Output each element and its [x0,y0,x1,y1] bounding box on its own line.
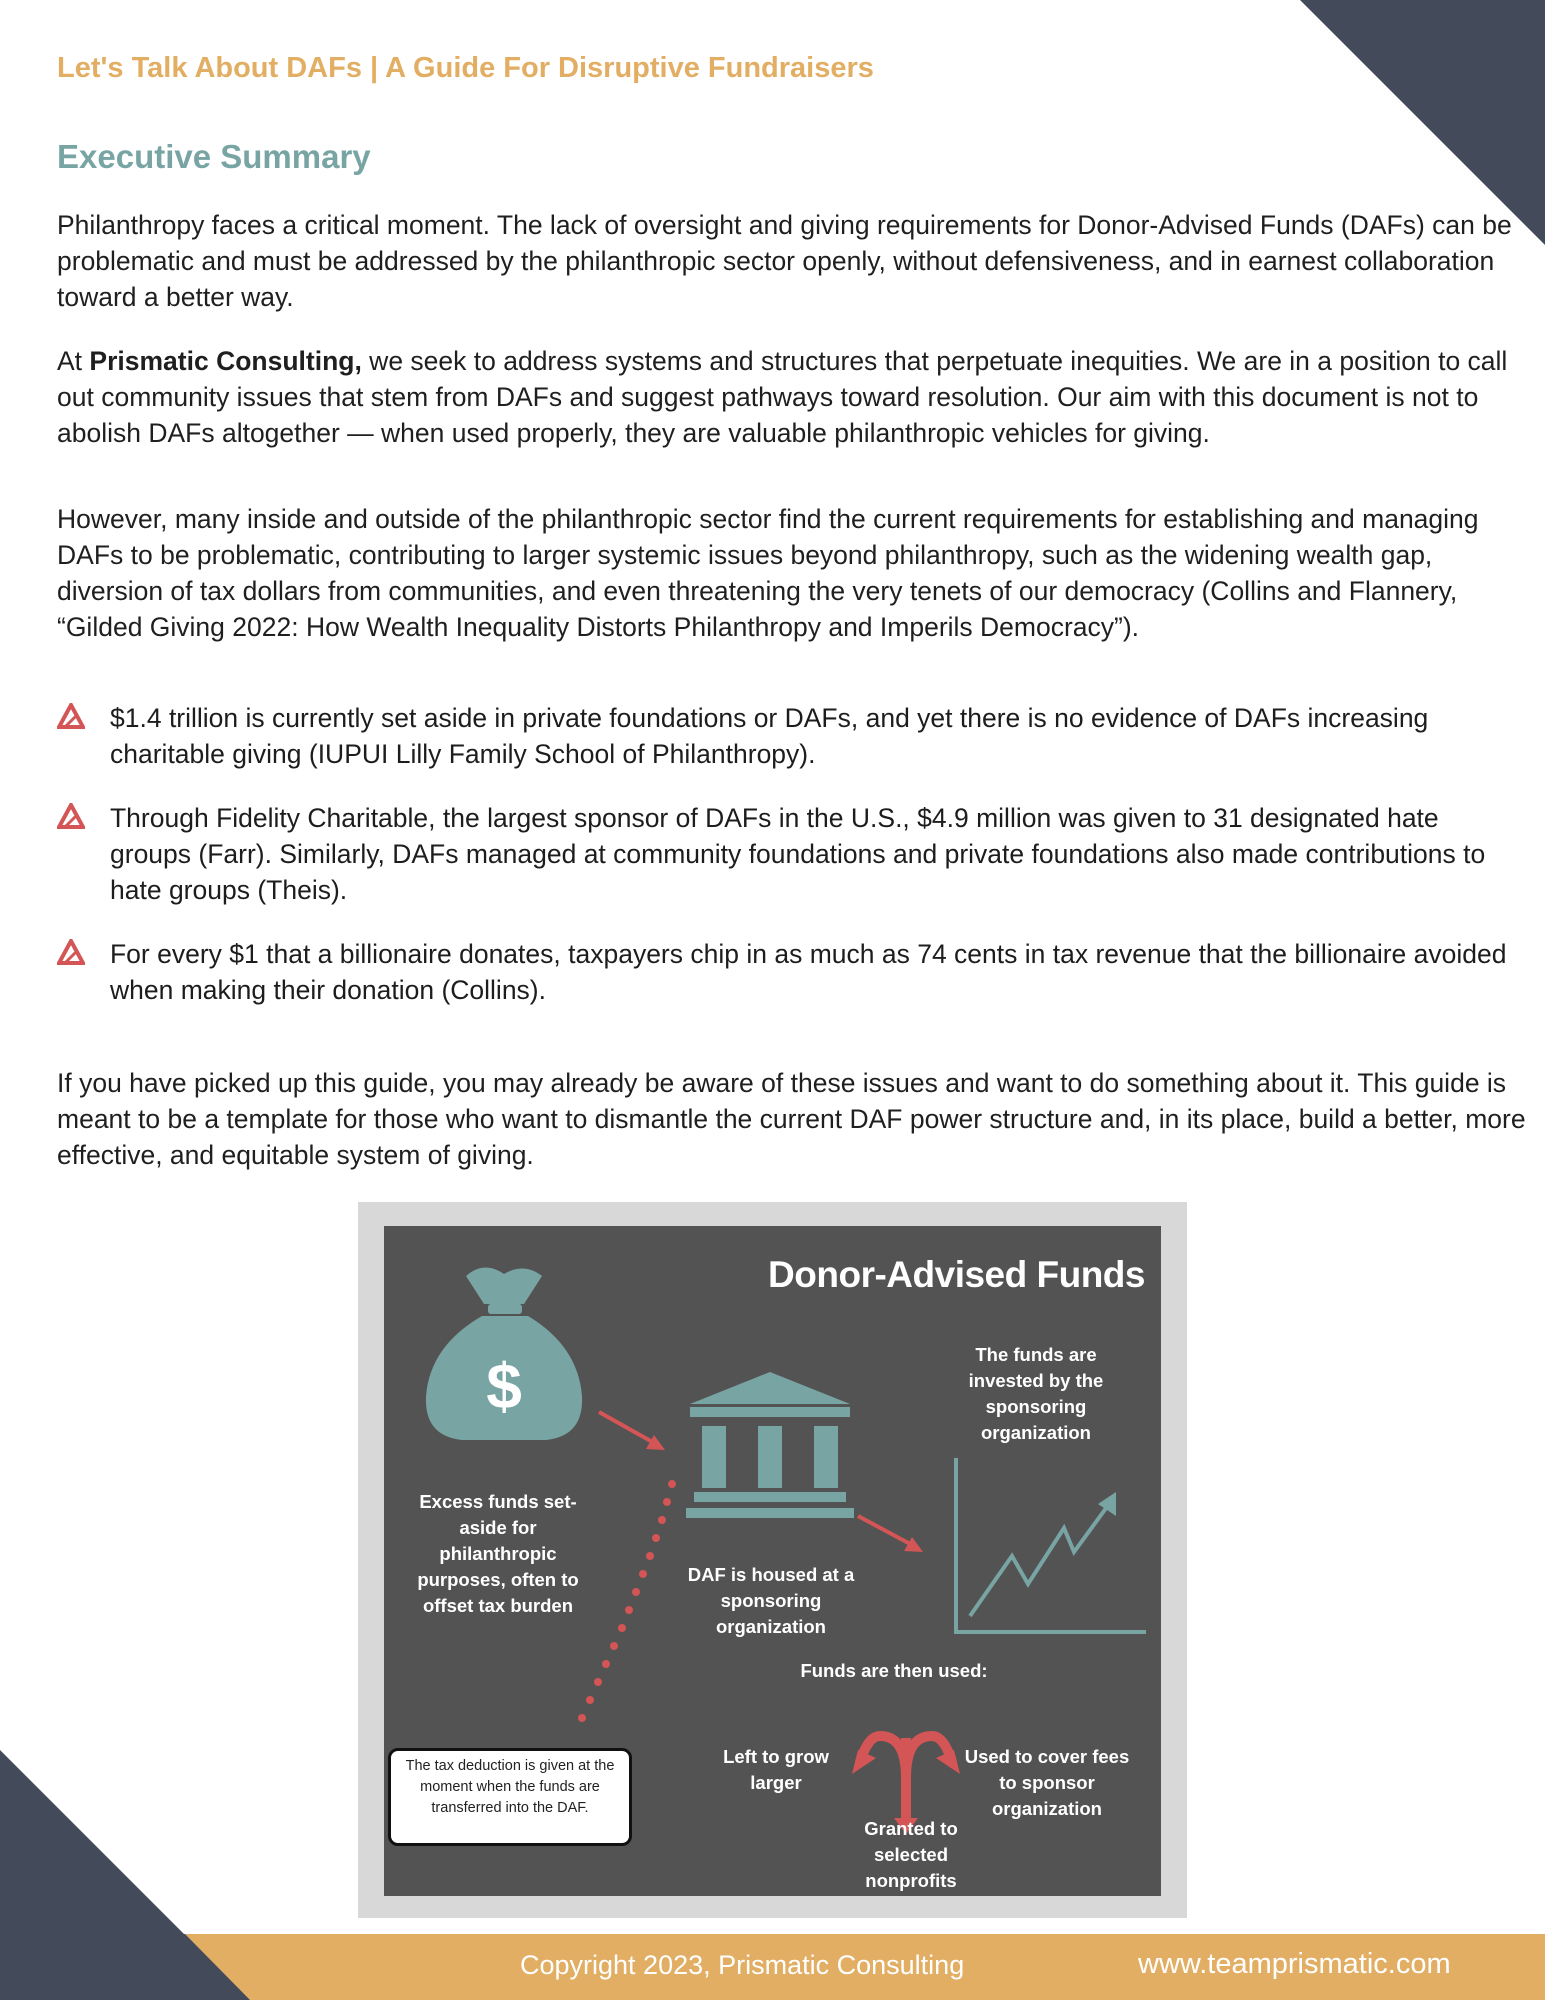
bullet-list [57,700,1507,1036]
arrow-icon [858,1516,923,1552]
infographic-frame [358,1202,1187,1918]
section-heading: Executive Summary [57,138,371,175]
list-item [57,800,1507,908]
label-funds-used: Funds are then used: [800,1660,988,1681]
label-left-to-grow: Left to grow larger [723,1746,829,1793]
triangle-bullet-icon [57,803,85,829]
tax-deduction-callout: The tax deduction is given at the moment when the funds are transferred into the DAF. [388,1748,632,1846]
company-name: Prismatic Consulting, [89,346,362,376]
label-cover-fees: Used to cover fees to sponsor organization [964,1746,1130,1819]
label-daf-housed: DAF is housed at a sponsoring organization [687,1564,855,1637]
label-invested: The funds are invested by the sponsoring organization [968,1344,1104,1443]
bank-building-icon [686,1372,854,1518]
money-bag-icon [426,1267,582,1440]
footer-copyright: Copyright 2023, Prismatic Consulting [520,1950,965,1980]
footer-bar [0,1934,1545,2000]
bullet-text: $1.4 trillion is currently set aside in private foundations or DAFs, and yet there is no evidence of DAFs increasing charitable giving (IUPUI Lilly Family School of Philanthropy). [110,703,1429,769]
footer-slant-decoration [0,1934,250,2000]
label-granted: Granted to selected nonprofits [864,1818,958,1891]
paragraph-problems: However, many inside and outside of the philanthropic sector find the current requirements for establishing and managing DAFs to be problematic, contributing to larger systemic issues beyond philanthropy, such as the widening wealth gap, diversion of tax dollars from communities, and even threatening the very tenets of our democracy (Collins and Flannery, “Gilded Giving 2022: How Wealth Inequality Distorts Philanthropy and Imperils Democracy”). [57,504,1479,642]
paragraph-intro: Philanthropy faces a critical moment. The lack of oversight and giving requirements for Donor-Advised Funds (DAFs) can be problematic and must be addressed by the philanthropic sector openly, without defensiveness, and in earnest collaboration toward a better way. [57,210,1512,312]
paragraph-prismatic [57,343,1537,451]
bullet-text: Through Fidelity Charitable, the largest sponsor of DAFs in the U.S., $4.9 million was given to 31 designated hate groups (Farr). Similarly, DAFs managed at community foundations and private foundations also made contributions to hate groups (Theis). [110,803,1486,905]
infographic-title: Donor-Advised Funds [768,1254,1145,1295]
list-item [57,936,1507,1008]
label-excess-funds: Excess funds set-aside for philanthropic purposes, often to offset tax burden [417,1491,579,1616]
dotted-connector [578,1480,676,1722]
daf-infographic [384,1226,1161,1896]
paragraph-rest: we seek to address systems and structures that perpetuate inequities. We are in a position to call out community issues that stem from DAFs and suggest pathways toward resolution. Our aim with this document is not to abolish DAFs altogether — when used properly, they are valuable philanthropic vehicles for giving. [57,346,1508,448]
document-header-title: Let's Talk About DAFs | A Guide For Disruptive Fundraisers [57,52,874,84]
dollar-sign: $ [486,1350,522,1422]
growth-chart-icon [954,1458,1146,1634]
paragraph-closing: If you have picked up this guide, you may already be aware of these issues and want to do something about it. This guide is meant to be a template for those who want to dismantle the current DAF power structure and, in its place, build a better, more effective, and equitable system of giving. [57,1068,1526,1170]
footer-website-link[interactable]: www.teamprismatic.com [1138,1948,1451,1980]
triangle-bullet-icon [57,703,85,729]
arrow-icon [599,1412,665,1450]
triangle-bullet-icon [57,939,85,965]
paragraph-lead: At [57,346,90,376]
bullet-text: For every $1 that a billionaire donates, taxpayers chip in as much as 74 cents in tax revenue that the billionaire avoided when making their donation (Collins). [110,939,1507,1005]
list-item [57,700,1507,772]
